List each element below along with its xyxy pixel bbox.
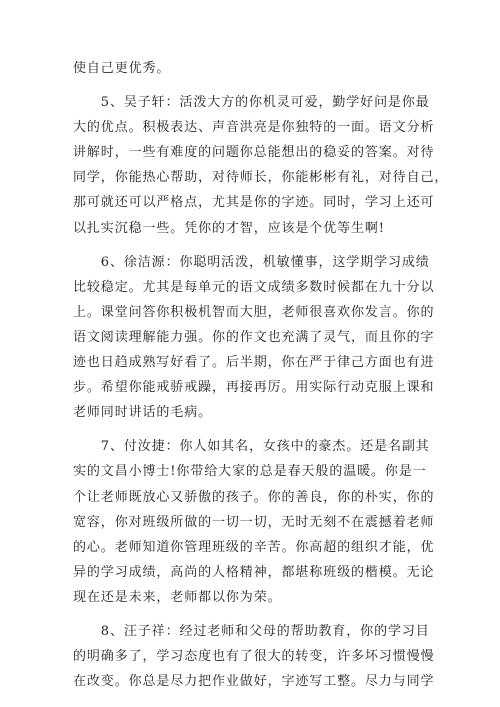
- text-line: 以扎实沉稳一些。凭你的才智，应该是个优等生啊!: [73, 220, 385, 236]
- text-line: 宽容，你对班级所做的一切一切，无时无刻不在震撼着老师: [73, 514, 435, 530]
- paragraph-8: [73, 619, 435, 694]
- paragraph-spacing: [73, 81, 429, 90]
- text-line: 的明确多了，学习态度也有了很大的转变，许多坏习惯慢慢: [73, 649, 435, 665]
- paragraph-spacing: [73, 425, 429, 434]
- text-line: 实的文昌小博士!你带给大家的总是春天般的温暖。你是一: [73, 464, 427, 480]
- text-line: 大的优点。积极表达、声音洪亮是你独特的一面。语文分析: [73, 120, 435, 136]
- text-line: 5、吴子轩：活泼大方的你机灵可爱，勤学好问是你最: [73, 95, 430, 111]
- text-line: 讲解时，一些有难度的问题你总能想出的稳妥的答案。对待: [73, 145, 435, 161]
- text-line: 7、付汝捷：你人如其名，女孩中的豪杰。还是名副其: [73, 439, 430, 455]
- text-line: 现在还是未来，老师都以你为荣。: [73, 589, 282, 605]
- paragraph-6: [73, 250, 435, 426]
- text-line: 老师同时讲话的毛病。: [73, 405, 213, 421]
- text-line: 步。希望你能戒骄戒躁，再接再厉。用实际行动克服上课和: [73, 380, 435, 396]
- text-line: 8、汪子祥：经过老师和父母的帮助教育，你的学习目: [73, 623, 430, 639]
- text-line: 使自己更优秀。: [73, 61, 171, 76]
- text-line: 个让老师既放心又骄傲的孩子。你的善良，你的朴实，你的: [73, 489, 435, 505]
- paragraph-5: [73, 90, 449, 241]
- document-page: [73, 56, 449, 694]
- text-line: 比较稳定。尤其是每单元的语文成绩多数时候都在九十分以: [73, 279, 435, 295]
- text-line: 语文阅读理解能力强。你的作文也充满了灵气，而且你的字: [73, 329, 435, 345]
- paragraph-spacing: [73, 610, 429, 619]
- text-line: 上。课堂问答你积极机智而大胆，老师很喜欢你发言。你的: [73, 304, 435, 320]
- text-line: 迹也日趋成熟写好看了。后半期，你在严于律己方面也有进: [73, 355, 435, 371]
- text-line: 6、徐洁源：你聪明活泼，机敏懂事，这学期学习成绩: [73, 254, 430, 270]
- paragraph-continuation: [73, 56, 429, 81]
- paragraph-7: [73, 434, 435, 610]
- text-line: 的心。老师知道你管理班级的辛苦。你高超的组织才能，优: [73, 539, 435, 555]
- text-line: 异的学习成绩，高尚的人格精神，都堪称班级的楷模。无论: [73, 564, 435, 580]
- paragraph-spacing: [73, 241, 429, 250]
- text-line: 同学，你能热心帮助，对待师长，你能彬彬有礼，对待自己，: [73, 170, 449, 186]
- text-line: 在改变。你总是尽力把作业做好，字迹写工整。尽力与同学: [73, 674, 435, 690]
- text-line: 那可就还可以严格点，尤其是你的字迹。同时，学习上还可: [73, 195, 435, 211]
